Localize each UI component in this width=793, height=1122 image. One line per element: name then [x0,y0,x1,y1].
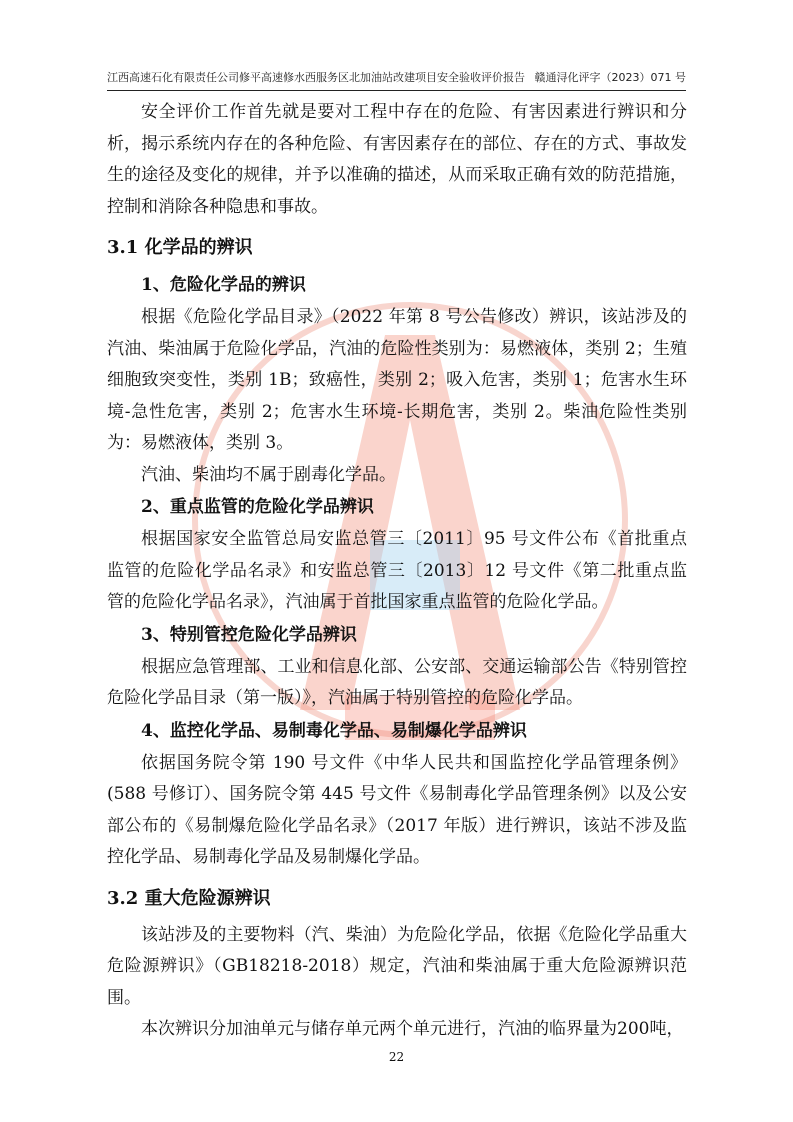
header-report-number: 赣通浔化评字（2023）071 号 [534,71,686,84]
subsection-2-paragraph: 根据国家安全监管总局安监总管三〔2011〕95 号文件公布《首批重点监管的危险化学品名录》和安监总管三〔2013〕12 号文件《第二批重点监管的危险化学品名录》，汽油属于首批国家重点监管的危险化学品。 [107,529,687,612]
subsection-4-heading: 4、监控化学品、易制毒化学品、易制爆化学品辨识 [141,720,527,741]
subsection-4-paragraph: 依据国务院令第 190 号文件《中华人民共和国监控化学品管理条例》(588 号修订）、国务院令第 445 号文件《易制毒化学品管理条例》以及公安部公布的《易制爆危险化学品名录》（2017 年版）进行辨识，该站不涉及监控化学品、易制毒化学品及易制爆化学品。 [107,752,687,867]
section-3-2-paragraph-2: 本次辨识分加油单元与储存单元两个单元进行，汽油的临界量为200吨， [141,1019,684,1039]
subsection-1-paragraph-2: 汽油、柴油均不属于剧毒化学品。 [141,464,396,485]
page-number: 22 [388,1050,405,1064]
intro-paragraph: 安全评价工作首先就是要对工程中存在的危险、有害因素进行辨识和分析，揭示系统内存在的各种危险、有害因素存在的部位、存在的方式、事故发生的途径及变化的规律，并予以准确的描述，从而采取正确有效的防范措施，控制和消除各种隐患和事故。 [107,102,687,217]
page-body [107,97,687,1046]
subsection-3-heading: 3、特别管控危险化学品辨识 [141,624,357,645]
subsection-3-paragraph: 根据应急管理部、工业和信息化部、公安部、交通运输部公告《特别管控危险化学品目录（第一版）》，汽油属于特别管控的危险化学品。 [107,656,687,708]
section-3-1-heading: 3.1 化学品的辨识 [107,237,253,258]
header-report-title: 江西高速石化有限责任公司修平高速修水西服务区北加油站改建项目安全验收评价报告 [107,71,525,84]
subsection-1-heading: 1、危险化学品的辨识 [141,275,306,295]
page-header [107,66,686,91]
subsection-1-paragraph: 根据《危险化学品目录》（2022 年第 8 号公告修改）辨识，该站涉及的汽油、柴油属于危险化学品，汽油的危险性类别为：易燃液体，类别 2；生殖细胞致突变性，类别 1B；致癌性，类别 2；吸入危害，类别 1；危害水生环境-急性危害，类别 2；危害水生环境-长期危害，类别 2。柴油危险性类别为：易燃液体，类别 3。 [107,307,687,453]
subsection-2-heading: 2、重点监管的危险化学品辨识 [141,497,374,517]
section-3-2-paragraph: 该站涉及的主要物料（汽、柴油）为危险化学品，依据《危险化学品重大危险源辨识》（GB18218-2018）规定，汽油和柴油属于重大危险源辨识范围。 [107,924,687,1008]
section-3-2-heading: 3.2 重大危险源辨识 [107,887,271,909]
